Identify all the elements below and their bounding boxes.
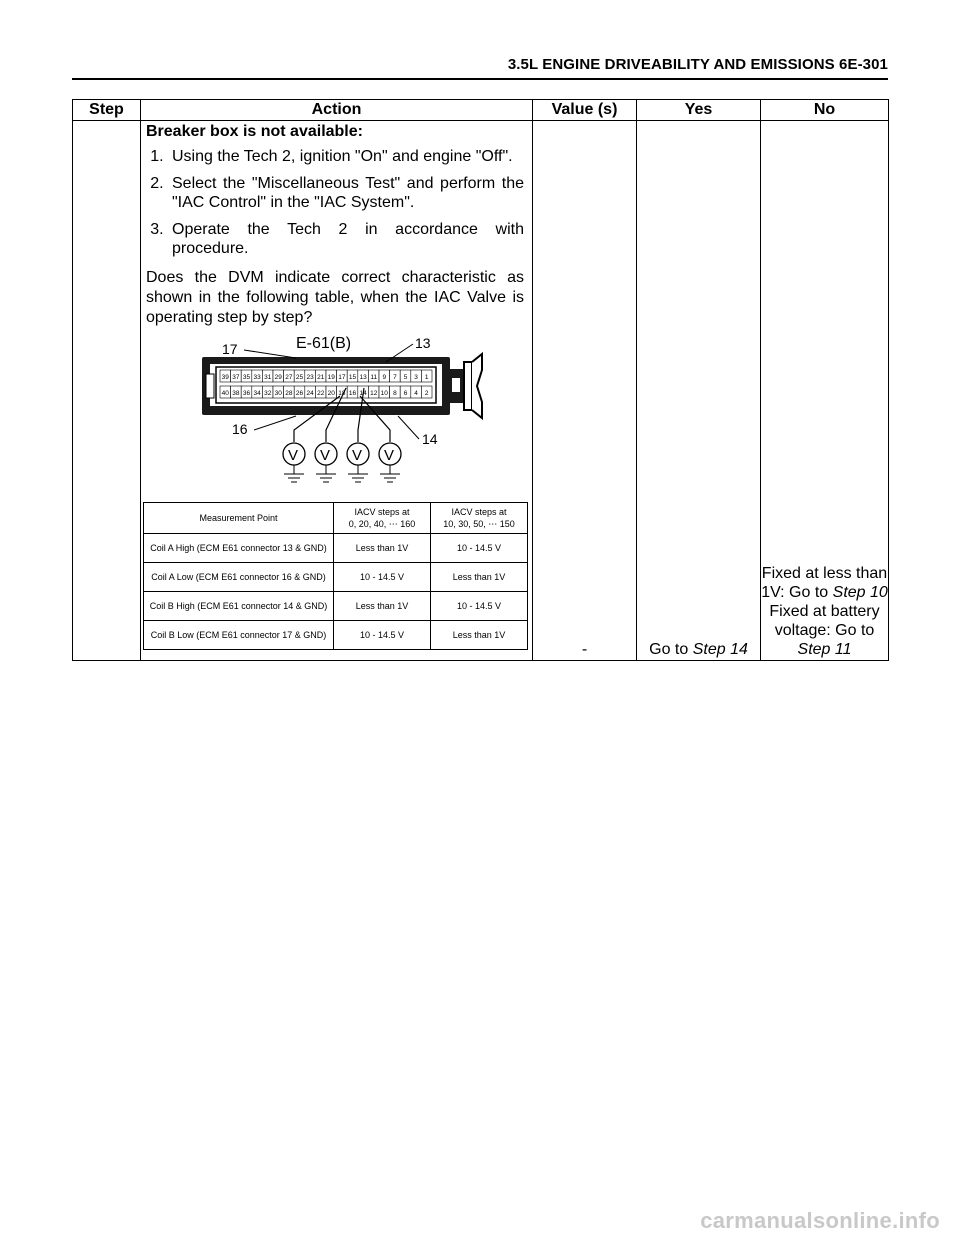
header-rule (72, 78, 888, 80)
measurement-table (143, 502, 528, 650)
connector-pin-number: 30 (274, 390, 282, 397)
connector-pin-number: 6 (403, 390, 408, 397)
procedure-table (72, 99, 889, 661)
yes-cell (637, 121, 761, 661)
connector-pin-number: 34 (253, 390, 261, 397)
connector-label: E-61(B) (296, 335, 352, 352)
meas-point: Coil A High (ECM E61 connector 13 & GND) (144, 534, 334, 563)
procedure-row (73, 121, 889, 661)
connector-pin-number: 20 (327, 390, 335, 397)
meas-header-even-steps: IACV steps at 0, 20, 40, ⋯ 160 (334, 503, 431, 534)
meas-header-point: Measurement Point (144, 503, 334, 534)
connector-pin-number: 29 (274, 374, 282, 381)
meas-odd: Less than 1V (431, 563, 528, 592)
meas-point: Coil B High (ECM E61 connector 14 & GND) (144, 592, 334, 621)
watermark: carmanualsonline.info (700, 1208, 940, 1233)
connector-pin-number: 39 (221, 374, 229, 381)
connector-pin-number: 8 (393, 390, 397, 397)
action-step-2: 2. Select the "Miscellaneous Test" and perform the "IAC Control" in the "IAC System". (168, 174, 524, 212)
voltmeter-1 (283, 443, 305, 482)
no-step-link-10[interactable]: Step 10 (832, 584, 888, 601)
connector-pin-number: 19 (327, 374, 335, 381)
meas-odd: 10 - 14.5 V (431, 534, 528, 563)
connector-pin-number: 11 (370, 374, 378, 381)
meas-odd: Less than 1V (431, 621, 528, 650)
connector-pin-number: 17 (338, 374, 346, 381)
measurement-row (144, 563, 528, 592)
connector-pin-number: 40 (221, 390, 229, 397)
connector-pin-number: 23 (306, 374, 314, 381)
callout-13: 13 (415, 335, 431, 351)
connector-pin-number: 21 (317, 374, 325, 381)
connector-pin-number: 32 (264, 390, 272, 397)
voltmeter-symbol: V (384, 447, 395, 464)
connector-pin-number: 13 (359, 374, 367, 381)
meas-even: Less than 1V (334, 534, 431, 563)
connector-pin-number: 10 (380, 390, 388, 397)
connector-pin-number: 1 (424, 374, 429, 381)
no-step-link-11[interactable]: Step 11 (797, 641, 852, 658)
callout-16: 16 (232, 421, 248, 437)
action-steps (146, 147, 524, 258)
voltmeter-symbol: V (352, 447, 363, 464)
step-cell (73, 121, 141, 661)
connector-pin-number: 22 (317, 390, 325, 397)
page-header-title: 3.5L ENGINE DRIVEABILITY AND EMISSIONS 6E-301 (507, 56, 888, 73)
voltmeter-3 (347, 443, 369, 482)
meas-even: 10 - 14.5 V (334, 621, 431, 650)
yes-prefix: Go to (649, 641, 693, 658)
action-question: Does the DVM indicate correct characteristic as shown in the following table, when the IAC Valve is operating step by step? (146, 269, 524, 326)
connector-pin-number: 36 (242, 390, 251, 397)
connector-pin-number: 37 (232, 374, 240, 381)
col-header-value: Value (s) (533, 100, 637, 121)
connector-pin-number: 2 (424, 390, 429, 397)
voltmeter-4 (379, 443, 401, 482)
yes-step-link[interactable]: Step 14 (692, 641, 748, 658)
action-heading: Breaker box is not available: (146, 123, 363, 140)
connector-pin-number: 7 (393, 374, 397, 381)
connector-pin-number: 12 (370, 390, 378, 397)
no-cell (761, 121, 889, 661)
connector-pin-number: 31 (264, 374, 272, 381)
meas-odd: 10 - 14.5 V (431, 592, 528, 621)
voltmeter-symbol: V (288, 447, 299, 464)
connector-pin-number: 27 (285, 374, 293, 381)
meas-point: Coil A Low (ECM E61 connector 16 & GND) (144, 563, 334, 592)
no-line-1: Fixed at less than 1V: Go to (761, 565, 888, 601)
meas-point: Coil B Low (ECM E61 connector 17 & GND) (144, 621, 334, 650)
connector-pin-number: 35 (242, 374, 251, 381)
connector-pin-number: 9 (382, 374, 387, 381)
meas-even: Less than 1V (334, 592, 431, 621)
no-line-2: Fixed at battery voltage: Go to (769, 603, 880, 639)
col-header-step: Step (73, 100, 141, 121)
measurement-row (144, 621, 528, 650)
measurement-row (144, 534, 528, 563)
connector-pin-number: 28 (285, 390, 293, 397)
value-cell: - (533, 121, 637, 661)
connector-pin-number: 25 (295, 374, 304, 381)
connector-pin-number: 5 (403, 374, 408, 381)
callout-17: 17 (222, 341, 238, 357)
connector-pin-number: 16 (348, 390, 357, 397)
connector-diagram (146, 332, 526, 492)
procedure-header-row (73, 100, 889, 121)
col-header-yes: Yes (637, 100, 761, 121)
meas-header-odd-steps: IACV steps at 10, 30, 50, ⋯ 150 (431, 503, 528, 534)
connector-pin-number: 38 (232, 390, 240, 397)
connector-pin-number: 4 (414, 390, 418, 397)
connector-pin-number: 14 (359, 390, 367, 397)
col-header-action: Action (141, 100, 533, 121)
connector-pin-number: 3 (414, 374, 418, 381)
action-cell (141, 121, 533, 661)
voltmeter-2 (315, 443, 337, 482)
action-step-3: 3. Operate the Tech 2 in accordance with procedure. (168, 220, 524, 258)
col-header-no: No (761, 100, 889, 121)
measurement-row (144, 592, 528, 621)
action-step-1: 1. Using the Tech 2, ignition "On" and engine "Off". (168, 147, 524, 166)
meas-even: 10 - 14.5 V (334, 563, 431, 592)
connector-pin-number: 26 (295, 390, 304, 397)
callout-14: 14 (422, 431, 438, 447)
connector-pin-number: 33 (253, 374, 261, 381)
connector-pin-number: 15 (348, 374, 357, 381)
connector-pin-number: 24 (306, 390, 314, 397)
connector-pin-number: 18 (338, 390, 346, 397)
voltmeter-symbol: V (320, 447, 331, 464)
measurement-header-row (144, 503, 528, 534)
